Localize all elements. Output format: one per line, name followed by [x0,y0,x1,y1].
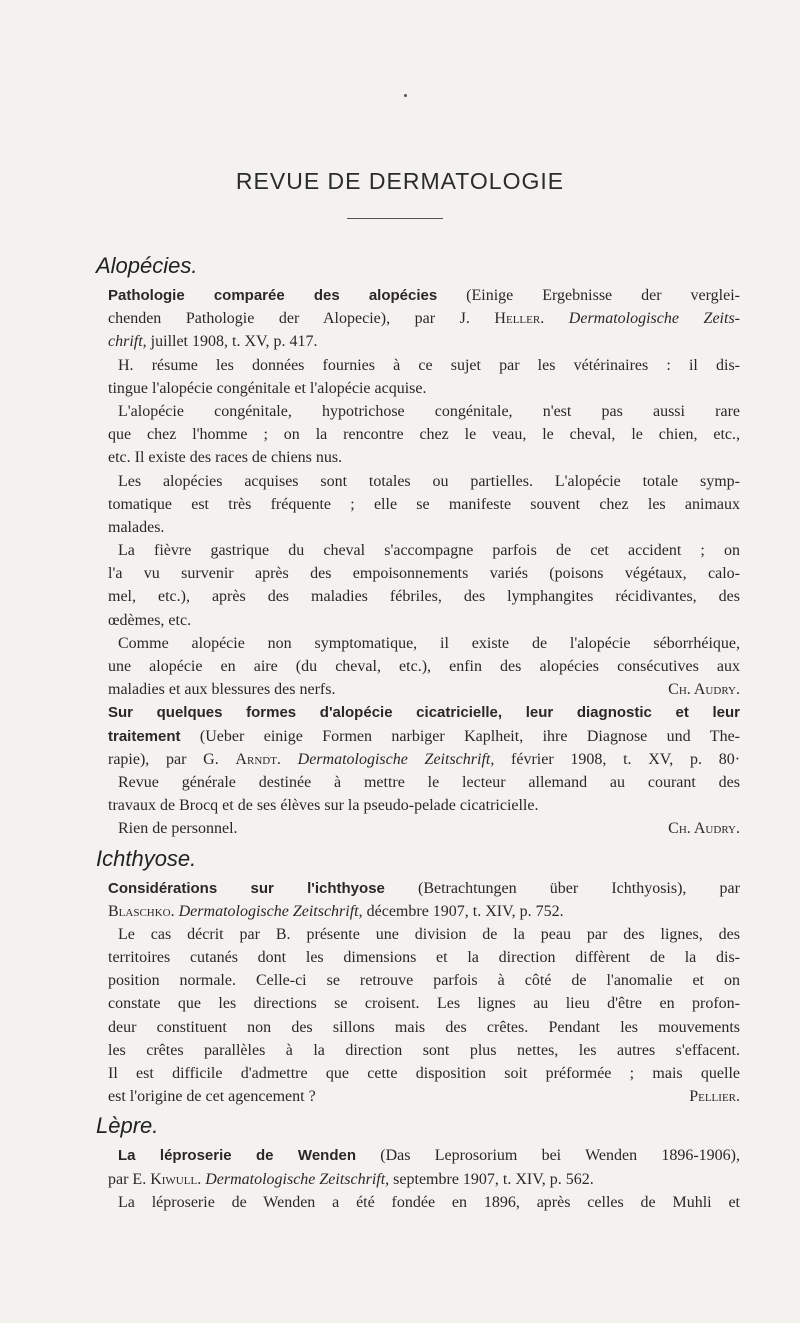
text-run: Revue générale destinée à mettre le lecteur allemand au courant des [118,773,740,791]
text-run: La fièvre gastrique du cheval s'accompagne parfois de cet accident ; on [118,542,740,560]
article-heading: traitement [108,727,181,745]
text-run: l'a vu survenir après des empoisonnements variés (poisons végétaux, calo- [108,565,740,583]
section-heading: Ichthyose. [96,845,197,871]
text-run: Rien de personnel. [118,820,238,838]
text-run: mel, etc.), après des maladies fébriles, des lymphangites récidivantes, des [108,588,740,606]
text-run: maladies et aux blessures des nerfs. [108,681,336,699]
text-run: Le cas décrit par B. présente une division de la peau par des lignes, des [118,925,740,943]
text-run: décembre 1907, t. XIV, p. 752. [362,902,564,920]
text-run: par E. [108,1170,151,1188]
text-run: que chez l'homme ; on la rencontre chez le veau, le cheval, le chien, etc., [108,426,740,444]
journal-title: Dermatologische Zeitschrift, [205,1170,390,1188]
text-line [108,632,740,655]
text-run: œdèmes, etc. [108,611,192,629]
text-line [108,794,740,817]
signature: Pellier. [689,1088,740,1106]
text-line [108,678,740,701]
text-run: H. résume les données fournies à ce sujet par les vétérinaires : il dis- [118,356,740,374]
text-line [108,725,740,748]
text-run: . [540,310,569,328]
article-body [96,248,741,1214]
text-line [108,969,740,992]
text-line [108,423,740,446]
journal-title: chrift, [108,333,147,351]
text-line [108,585,740,608]
signature: Ch. Audry. [668,681,740,699]
text-line [108,655,740,678]
text-run: L'alopécie congénitale, hypotrichose congénitale, n'est pas aussi rare [118,402,740,420]
text-line [108,946,740,969]
text-line [108,307,740,330]
text-run: Comme alopécie non symptomatique, il existe de l'alopécie séborrhéique, [118,634,740,652]
text-line [108,330,740,353]
text-line [108,900,740,923]
text-run: constate que les directions se croisent. Les lignes au lieu d'être en profon- [108,995,740,1013]
text-line [108,1016,740,1039]
text-line [108,470,740,493]
text-run: (Das Leprosorium bei Wenden 1896-1906), [356,1147,740,1165]
text-line [108,1062,740,1085]
text-run: . [276,750,298,768]
text-line [108,1168,740,1191]
text-run: . [170,902,179,920]
title-divider [347,218,443,219]
signature: Ch. Audry. [668,820,740,838]
text-run: territoires cutanés dont les dimensions et la direction diffèrent de la dis- [108,949,740,967]
text-run: février 1908, t. XV, p. 80· [494,750,741,768]
text-run: (Betrachtungen über Ichthyosis), par [384,879,740,897]
section-heading: Alopécies. [96,253,198,278]
article-heading: La léproserie de Wenden [118,1147,356,1165]
text-run: malades. [108,518,165,536]
journal-title: Dermatologische Zeits- [568,310,740,328]
text-line [108,1191,740,1214]
text-run: les crêtes parallèles à la direction sont plus nettes, les autres s'effacent. [108,1041,740,1059]
text-run: (Ueber einige Formen narbiger Kaplheit, ihre Diagnose und The- [180,727,740,745]
text-run: etc. Il existe des races de chiens nus. [108,449,343,467]
text-run: (Einige Ergebnisse der verglei- [437,287,740,304]
text-line [108,877,740,900]
article-heading: Considérations sur l'ichthyose [108,879,385,897]
journal-title: Dermatologische Zeitschrift, [297,750,495,768]
text-line [108,493,740,516]
text-run: Les alopécies acquises sont totales ou partielles. L'alopécie totale symp- [118,472,740,490]
text-line [108,446,740,469]
text-line [108,1039,740,1062]
text-run: Il est difficile d'admettre que cette disposition soit préformée ; mais quelle [108,1065,740,1082]
text-run: tomatique est très fréquente ; elle se manifeste souvent chez les animaux [108,495,740,513]
text-run: tingue l'alopécie congénitale et l'alopécie acquise. [108,379,427,397]
text-run: septembre 1907, t. XIV, p. 562. [389,1170,594,1188]
text-line [108,1144,740,1167]
text-run: chenden Pathologie der Alopecie), par J. [108,310,495,328]
text-line [108,400,740,423]
author-name: Heller [494,310,541,328]
text-run: travaux de Brocq et de ses élèves sur la pseudo-pelade cicatricielle. [108,797,539,815]
text-line [108,748,740,771]
text-line [108,354,740,377]
text-run: une alopécie en aire (du cheval, etc.), enfin des alopécies consécutives aux [108,658,740,675]
journal-title: Dermatologische Zeitschrift, [178,902,363,920]
text-run: est l'origine de cet agencement ? [108,1088,316,1106]
text-run: juillet 1908, t. XV, p. 417. [146,333,318,351]
author-name: Kiwull [150,1170,198,1188]
line-text [108,678,335,701]
text-line [108,377,740,400]
text-run: deur constituent non des sillons mais des crêtes. Pendant les mouvements [108,1018,740,1036]
text-line [108,609,740,632]
text-run: rapie), par G. [108,750,236,768]
text-run: . [197,1170,206,1188]
text-line [108,284,740,307]
text-line [108,992,740,1015]
article-heading: Sur quelques formes d'alopécie cicatricielle, leur diagnostic et leur [108,704,740,722]
text-line [108,516,740,539]
text-line [108,817,740,840]
text-line [108,771,740,794]
text-line [108,539,740,562]
article-heading: Pathologie comparée des alopécies [108,287,438,304]
ink-speck [404,94,407,97]
line-text [118,817,238,840]
line-text [108,1085,316,1108]
text-line [108,923,740,946]
author-name: Blaschko [108,902,171,920]
text-line [108,701,740,724]
text-line [108,1085,740,1108]
section-heading: Lèpre. [96,1113,159,1139]
author-name: Arndt [235,750,277,768]
page-title: REVUE DE DERMATOLOGIE [235,168,565,194]
text-line [108,562,740,585]
text-run: position normale. Celle-ci se retrouve parfois à côté de l'anomalie et on [108,972,740,990]
text-run: La léproserie de Wenden a été fondée en 1896, après celles de Muhli et [118,1193,740,1211]
